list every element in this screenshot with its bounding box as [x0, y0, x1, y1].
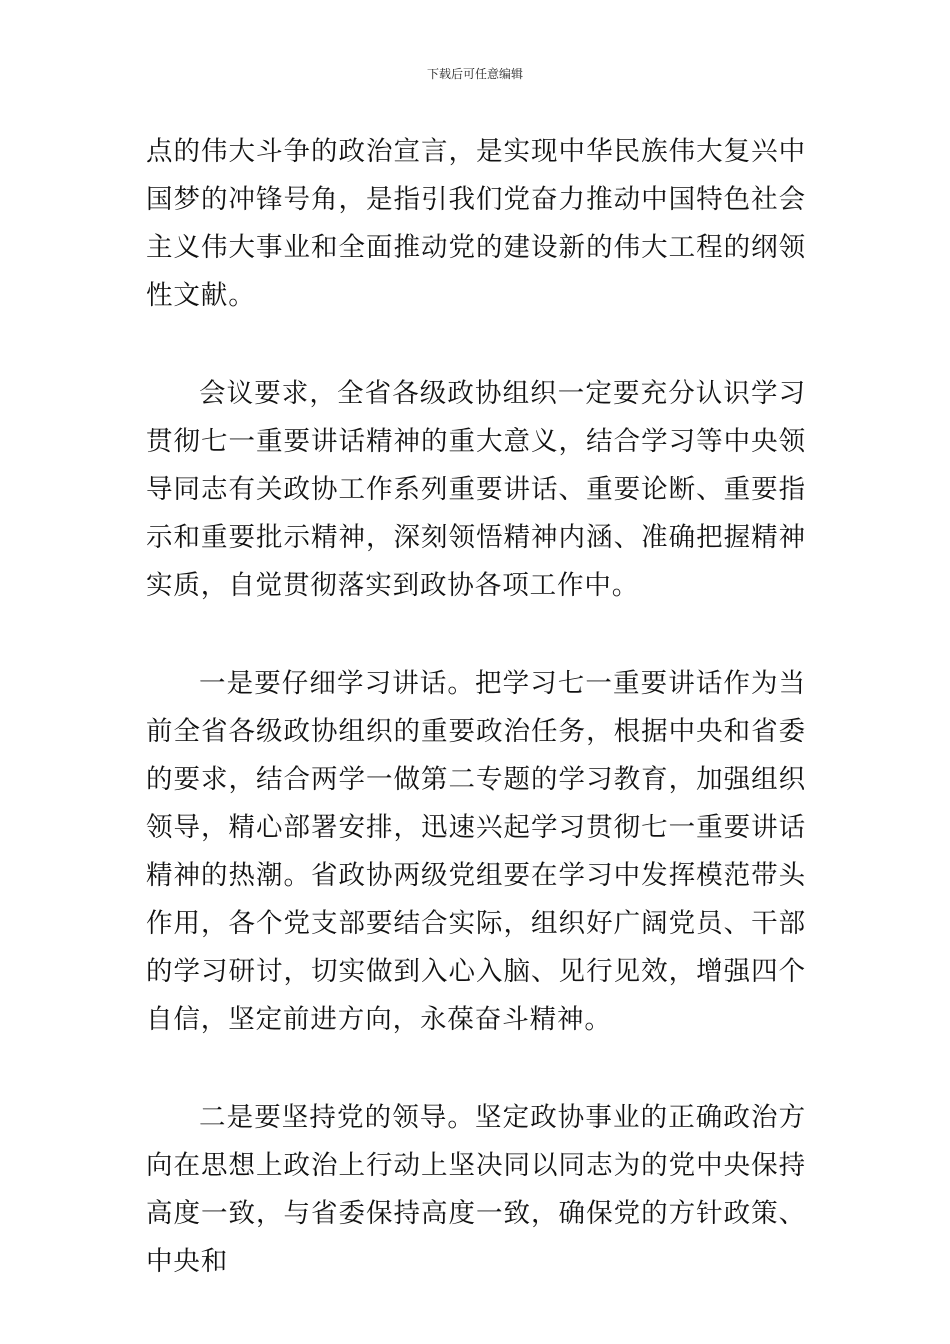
page-header: 下载后可任意编辑: [426, 67, 523, 81]
paragraph-4: 二是要坚持党的领导。坚定政协事业的正确政治方向在思想上政治上行动上坚决同以同志为的党中央保持高度一致，与省委保持高度一致，确保党的方针政策、中央和: [146, 1102, 806, 1277]
paragraph-1: 点的伟大斗争的政治宣言，是实现中华民族伟大复兴中国梦的冲锋号角，是指引我们党奋力推动中国特色社会主义伟大事业和全面推动党的建设新的伟大工程的纲领性文献。: [146, 136, 806, 311]
paragraph-3: 一是要仔细学习讲话。把学习七一重要讲话作为当前全省各级政协组织的重要政治任务，根据中央和省委的要求，结合两学一做第二专题的学习教育，加强组织领导，精心部署安排，迅速兴起学习贯彻七一重要讲话精神的热潮。省政协两级党组要在学习中发挥模范带头作用，各个党支部要结合实际，组织好广阔党员、干部的学习研讨，切实做到入心入脑、见行见效，增强四个自信，坚定前进方向，永葆奋斗精神。: [146, 668, 806, 1035]
document-body: [146, 128, 806, 1286]
paragraph-2: 会议要求，全省各级政协组织一定要充分认识学习贯彻七一重要讲话精神的重大意义，结合学习等中央领导同志有关政协工作系列重要讲话、重要论断、重要指示和重要批示精神，深刻领悟精神内涵、准确把握精神实质，自觉贯彻落实到政协各项工作中。: [146, 378, 806, 601]
